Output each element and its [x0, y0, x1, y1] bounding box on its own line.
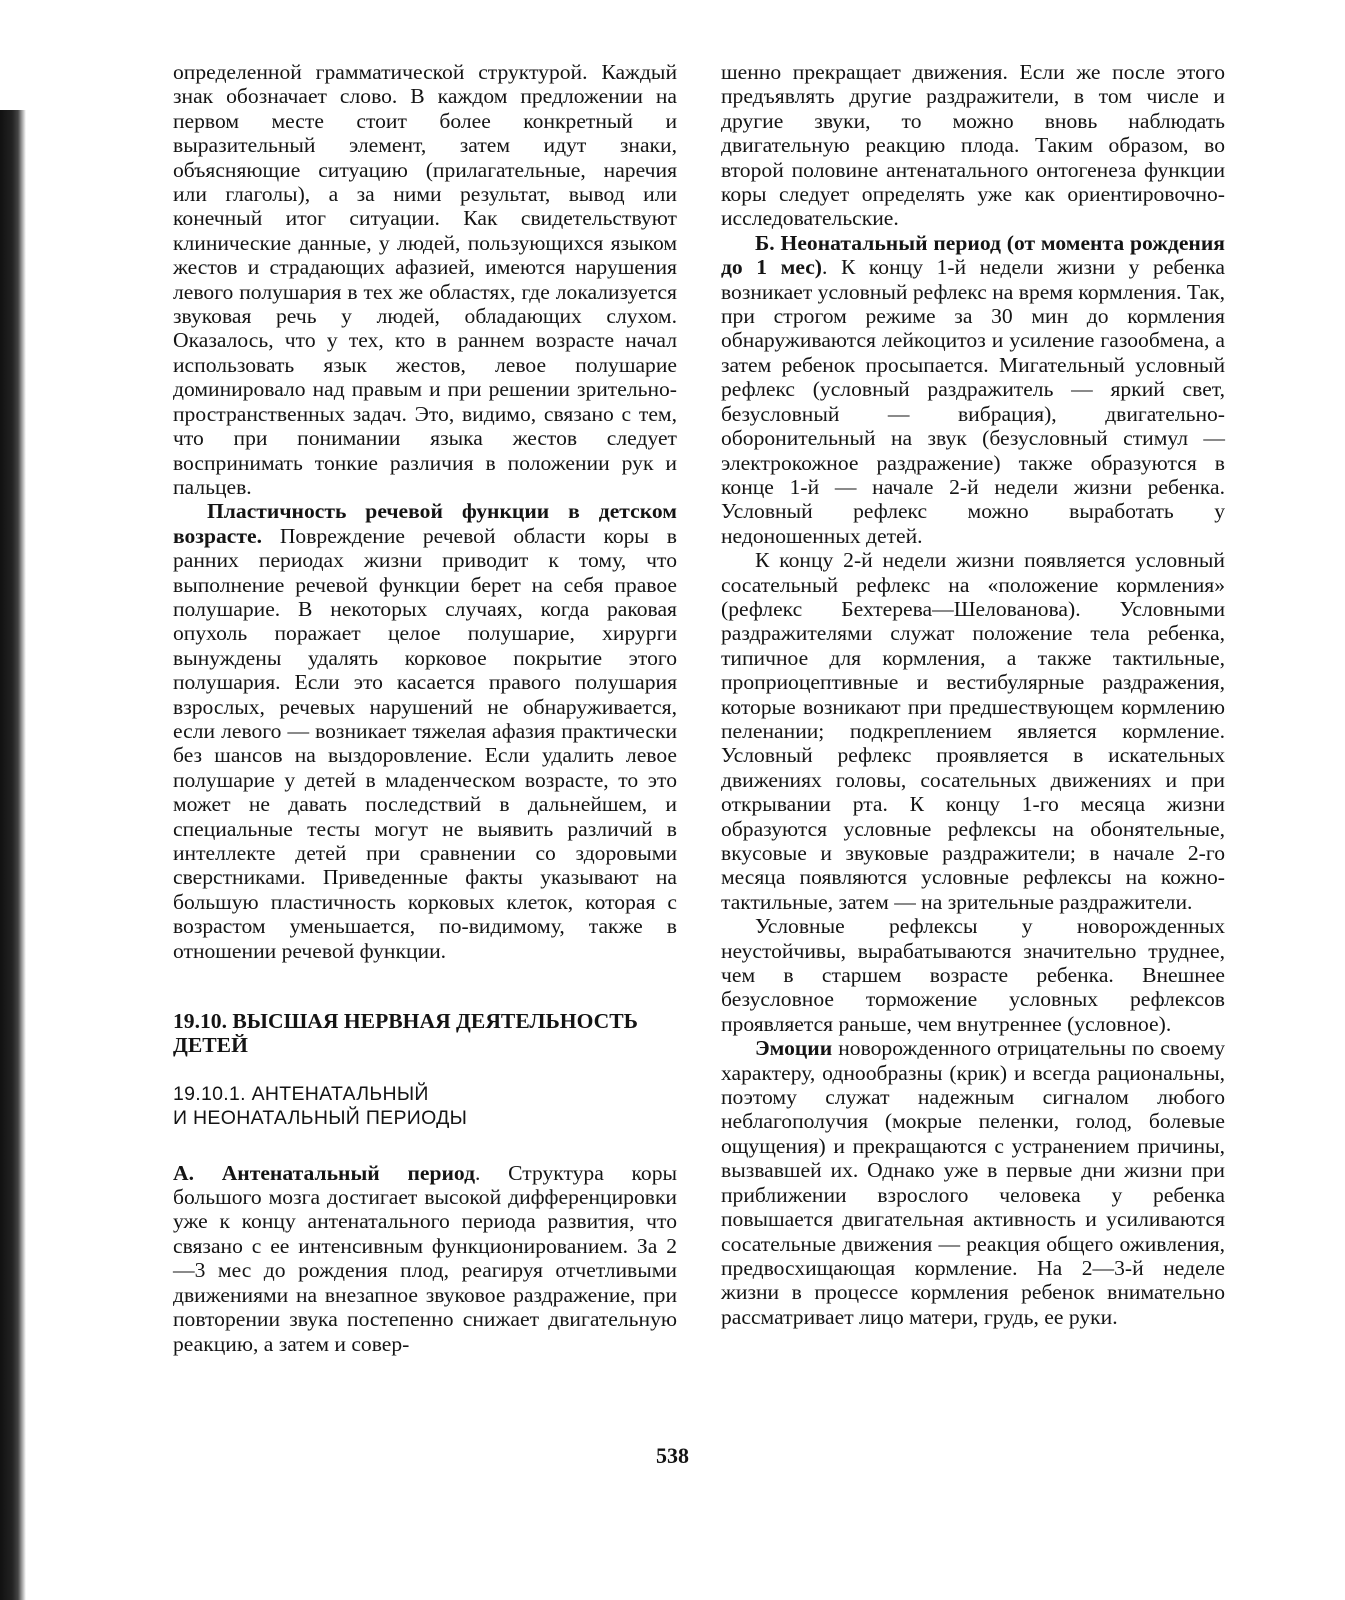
section-title: 19.10. ВЫСШАЯ НЕРВНАЯ ДЕЯТЕЛЬНОСТЬ ДЕТЕЙ: [173, 1009, 638, 1058]
paragraph: [173, 499, 677, 963]
paragraph: [721, 231, 1225, 548]
paragraph: определенной грамматической структурой. Каждый знак обозначает слово. В каждом предложении на первом месте стоит более конкретный и выразительный элемент, затем идут знаки, объясняющие ситуацию (прилагательные, наречия или глаголы), а за ними результат, вывод или конечный итог ситуации. Как свидетельствуют клинические данные, у людей, пользующихся языком жестов и страдающих афазией, имеются нарушения левого полушария в тех же областях, где локализуется звуковая речь у людей, обладающих слухом. Оказалось, что у тех, кто в раннем возрасте начал использовать язык жестов, левое полушарие доминировало над правым и при решении зрительно-пространственных задач. Это, видимо, связано с тем, что при понимании языка жестов следует воспринимать тонкие различия в положении рук и пальцев.: [173, 60, 677, 499]
paragraph-text: . Структура коры большого мозга достигает высокой дифференцировки уже к концу антенатального периода развития, что связано с ее интенсивным функционированием. За 2—3 мес до рождения плод, реагируя отчетливыми движениями на внезапное звуковое раздражение, при повторении звука постепенно снижает двигательную реакцию, а затем и совер-: [173, 1160, 678, 1356]
subsection-title-line: 19.10.1. АНТЕНАТАЛЬНЫЙ: [173, 1082, 429, 1105]
left-column: [173, 60, 677, 1356]
paragraph: К концу 2-й недели жизни появляется условный сосательный рефлекс на «положение кормления» (рефлекс Бехтерева—Шелованова). Условными раздражителями служат положение тела ребенка, типичное для кормления, а также тактильные, проприоцептивные и вестибулярные раздражения, которые возникают при предшествующем кормлению пеленании; подкреплением является кормление. Условный рефлекс проявляется в искательных движениях головы, сосательных движениях и при открывании рта. К концу 1-го месяца жизни образуются условные рефлексы на обонятельные, вкусовые и звуковые раздражители; в начале 2-го месяца появляются условные рефлексы на кожно-тактильные, затем — на зрительные раздражители.: [721, 548, 1225, 914]
paragraph-text: . К концу 1-й недели жизни у ребенка возникает условный рефлекс на время кормления. Так, при строгом режиме за 30 мин до кормления обнаруживаются лейкоцитоз и усиление газообмена, а затем ребенок просыпается. Мигательный условный рефлекс (условный раздражитель — яркий свет, безусловный — вибрация), двигательно-оборонительный на звук (безусловный стимул — электрокожное раздражение) также образуются в конце 1-й — начале 2-й недели жизни ребенка. Условный рефлекс можно выработать у недоношенных детей.: [721, 255, 1225, 548]
subsection-title-line: И НЕОНАТАЛЬНЫЙ ПЕРИОДЫ: [173, 1107, 468, 1130]
right-column: [721, 60, 1225, 1329]
paragraph-lead: Б. Неонатальный период (от момента рождения до 1 мес): [721, 230, 1225, 280]
paragraph-lead: Пластичность речевой функции в детском возрасте.: [173, 499, 677, 548]
paragraph: шенно прекращает движения. Если же после этого предъявлять другие раздражители, в том числе и другие звуки, то можно вновь наблюдать двигательную реакцию плода. Таким образом, во второй половине антенатального онтогенеза функции коры следует определять уже как ориентировочно-исследовательские.: [721, 60, 1225, 231]
paragraph-lead: Эмоции: [755, 1036, 833, 1061]
page-number: 538: [656, 1443, 689, 1468]
paragraph: Условные рефлексы у новорожденных неустойчивы, вырабатываются значительно труднее, чем в старшем возрасте ребенка. Внешнее безусловное торможение условных рефлексов проявляется раньше, чем внутреннее (условное).: [721, 914, 1225, 1036]
paragraph: [173, 1161, 677, 1356]
subsection-title: [173, 1082, 677, 1131]
paragraph-lead: А. Антенатальный период: [173, 1160, 476, 1185]
paragraph: [721, 1036, 1225, 1329]
paragraph-text: новорожденного отрицательны по своему характеру, однообразны (крик) и всегда рациональны, поэтому служат надежным сигналом любого неблагополучия (мокрые пеленки, голод, болевые ощущения) и прекращаются с устранением причины, вызвавшей их. Однако уже в первые дни жизни при приближении взрослого человека у ребенка повышается двигательная активность и усиливаются сосательные движения — реакция общего оживления, предвосхищающая кормление. На 2—3-й неделе жизни в процессе кормления ребенок внимательно рассматривает лицо матери, грудь, ее руки.: [721, 1036, 1225, 1329]
paragraph-text: Повреждение речевой области коры в ранних периодах жизни приводит к тому, что выполнение речевой функции берет на себя правое полушарие. В некоторых случаях, когда раковая опухоль поражает целое полушарие, хирурги вынуждены удалять корковое покрытие этого полушария. Если это касается правого полушария взрослых, речевых нарушений не обнаруживается, если левого — возникает тяжелая афазия практически без шансов на выздоровление. Если удалить левое полушарие у детей в младенческом возрасте, то это может не давать последствий в дальнейшем, и специальные тесты могут не выявить различий в интеллекте детей при сравнении со здоровыми сверстниками. Приведенные факты указывают на большую пластичность корковых клеток, которая с возрастом уменьшается, по-видимому, также в отношении речевой функции.: [173, 523, 677, 963]
